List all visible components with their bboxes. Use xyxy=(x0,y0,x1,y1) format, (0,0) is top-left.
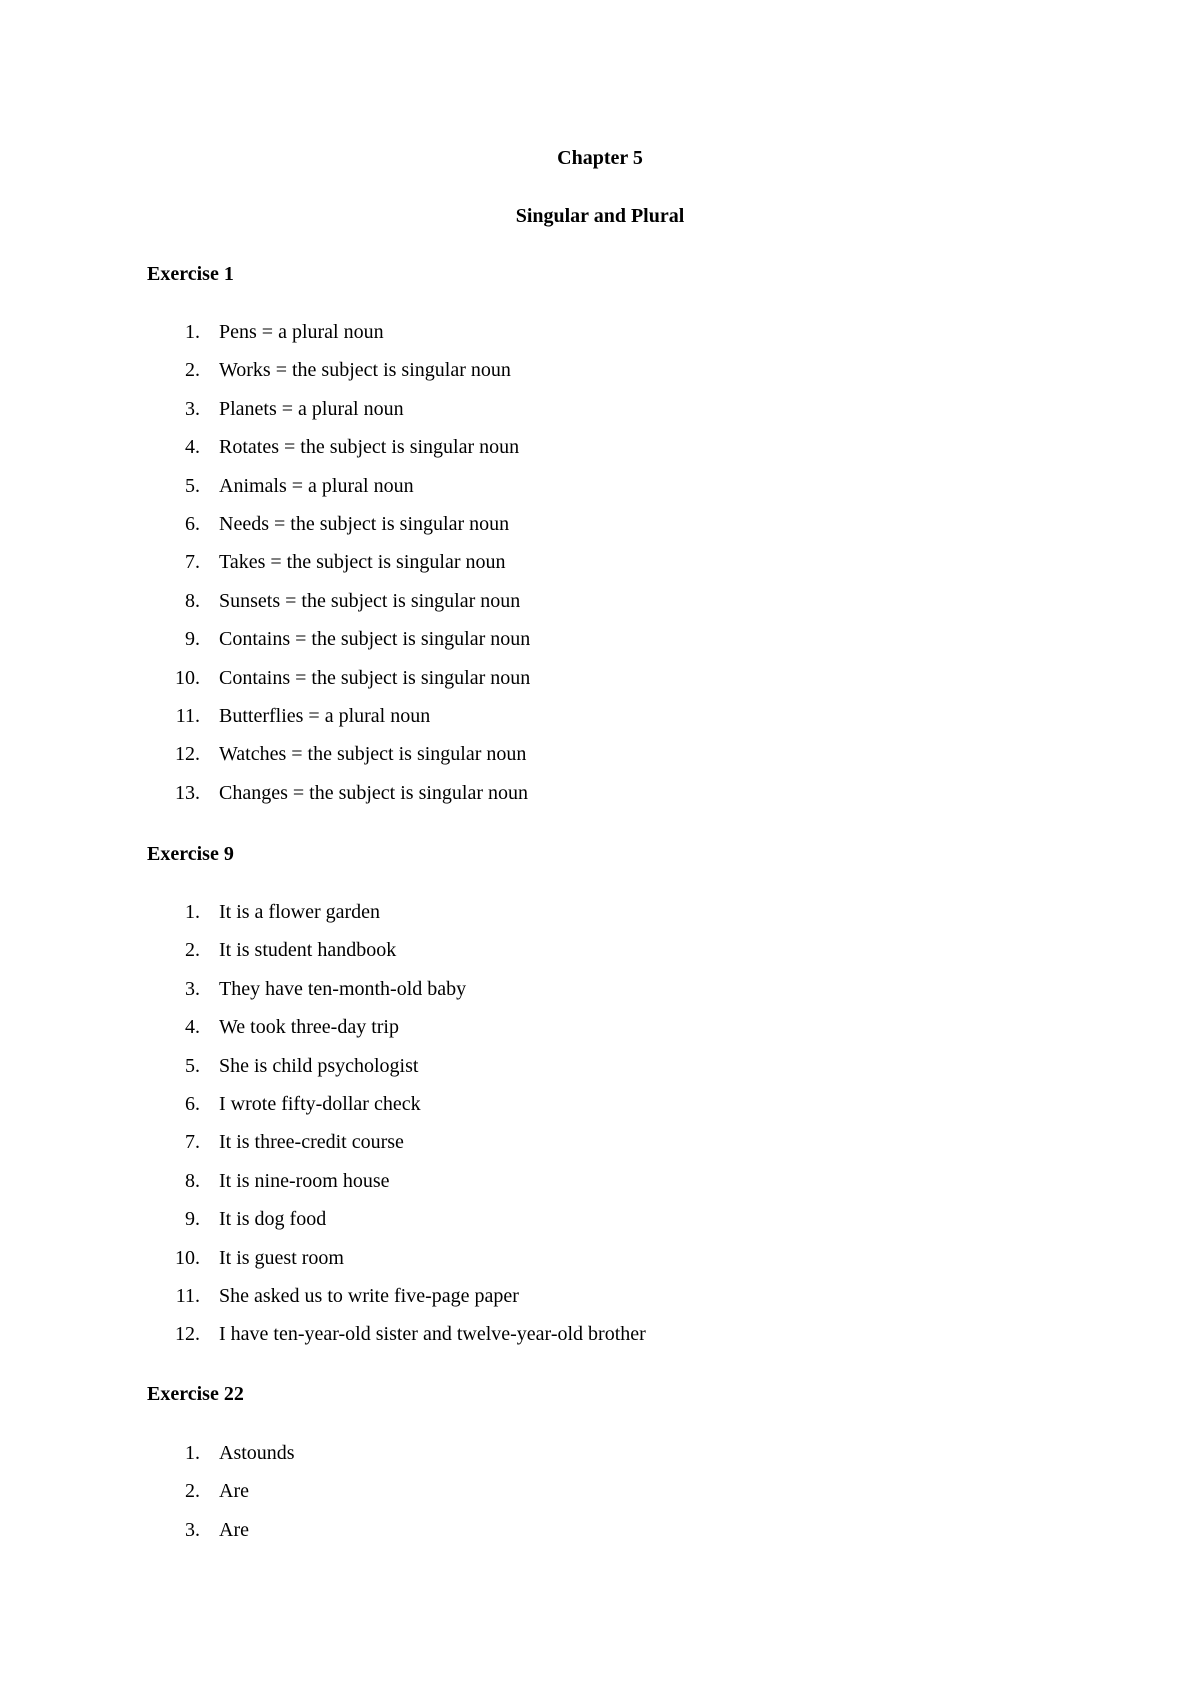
item-text: Rotates = the subject is singular noun xyxy=(219,436,520,459)
item-text: Planets = a plural noun xyxy=(219,397,404,420)
item-text: It is a flower garden xyxy=(219,901,381,923)
item-text: Needs = the subject is singular noun xyxy=(219,512,510,535)
item-number: 9. xyxy=(185,628,200,651)
chapter-title: Chapter 5 xyxy=(557,147,643,169)
item-text: It is three-credit course xyxy=(219,1131,404,1154)
item-number: 1. xyxy=(185,1442,200,1464)
item-number: 10. xyxy=(175,666,200,689)
item-text: Changes = the subject is singular noun xyxy=(219,781,529,804)
exercise-heading: Exercise 9 xyxy=(147,843,234,865)
item-number: 8. xyxy=(185,589,200,612)
item-number: 12. xyxy=(175,743,200,766)
item-number: 6. xyxy=(185,512,200,535)
item-text: She asked us to write five-page paper xyxy=(219,1284,519,1307)
item-text: Takes = the subject is singular noun xyxy=(219,551,506,574)
item-text: Butterflies = a plural noun xyxy=(219,704,431,727)
item-text: It is guest room xyxy=(219,1246,344,1269)
item-text: Watches = the subject is singular noun xyxy=(219,743,527,766)
item-text: It is dog food xyxy=(219,1208,327,1231)
item-text: Are xyxy=(219,1480,249,1503)
item-number: 5. xyxy=(185,1054,200,1077)
item-text: Are xyxy=(219,1518,249,1541)
exercise-heading: Exercise 1 xyxy=(147,263,234,285)
item-text: We took three-day trip xyxy=(219,1016,399,1039)
item-text: Animals = a plural noun xyxy=(219,474,414,497)
item-text: Pens = a plural noun xyxy=(219,321,384,343)
item-number: 4. xyxy=(185,436,200,459)
item-number: 12. xyxy=(175,1323,200,1346)
item-text: Sunsets = the subject is singular noun xyxy=(219,589,521,612)
item-text: Contains = the subject is singular noun xyxy=(219,628,531,651)
item-text: Works = the subject is singular noun xyxy=(219,359,511,382)
item-text: Astounds xyxy=(219,1442,295,1464)
item-text: I have ten-year-old sister and twelve-year-old brother xyxy=(219,1323,646,1346)
chapter-subtitle: Singular and Plural xyxy=(515,205,685,227)
item-text: Contains = the subject is singular noun xyxy=(219,666,531,689)
item-text: I wrote fifty-dollar check xyxy=(219,1092,421,1115)
item-number: 2. xyxy=(185,939,200,962)
item-number: 1. xyxy=(185,321,200,343)
item-number: 3. xyxy=(185,977,200,1000)
item-number: 2. xyxy=(185,359,200,382)
item-number: 13. xyxy=(175,781,200,804)
item-number: 2. xyxy=(185,1480,200,1503)
item-number: 5. xyxy=(185,474,200,497)
item-number: 4. xyxy=(185,1016,200,1039)
item-number: 3. xyxy=(185,397,200,420)
item-text: It is student handbook xyxy=(219,939,397,962)
item-text: It is nine-room house xyxy=(219,1169,390,1192)
item-number: 7. xyxy=(185,1131,200,1154)
item-number: 11. xyxy=(175,704,200,727)
item-number: 9. xyxy=(185,1208,200,1231)
item-number: 7. xyxy=(185,551,200,574)
item-number: 1. xyxy=(185,901,200,923)
item-number: 3. xyxy=(185,1518,200,1541)
item-number: 10. xyxy=(175,1246,200,1269)
item-text: They have ten-month-old baby xyxy=(219,977,467,1000)
item-text: She is child psychologist xyxy=(219,1054,419,1077)
item-number: 11. xyxy=(175,1284,200,1307)
item-number: 6. xyxy=(185,1092,200,1115)
item-number: 8. xyxy=(185,1169,200,1192)
exercise-heading: Exercise 22 xyxy=(147,1383,244,1405)
